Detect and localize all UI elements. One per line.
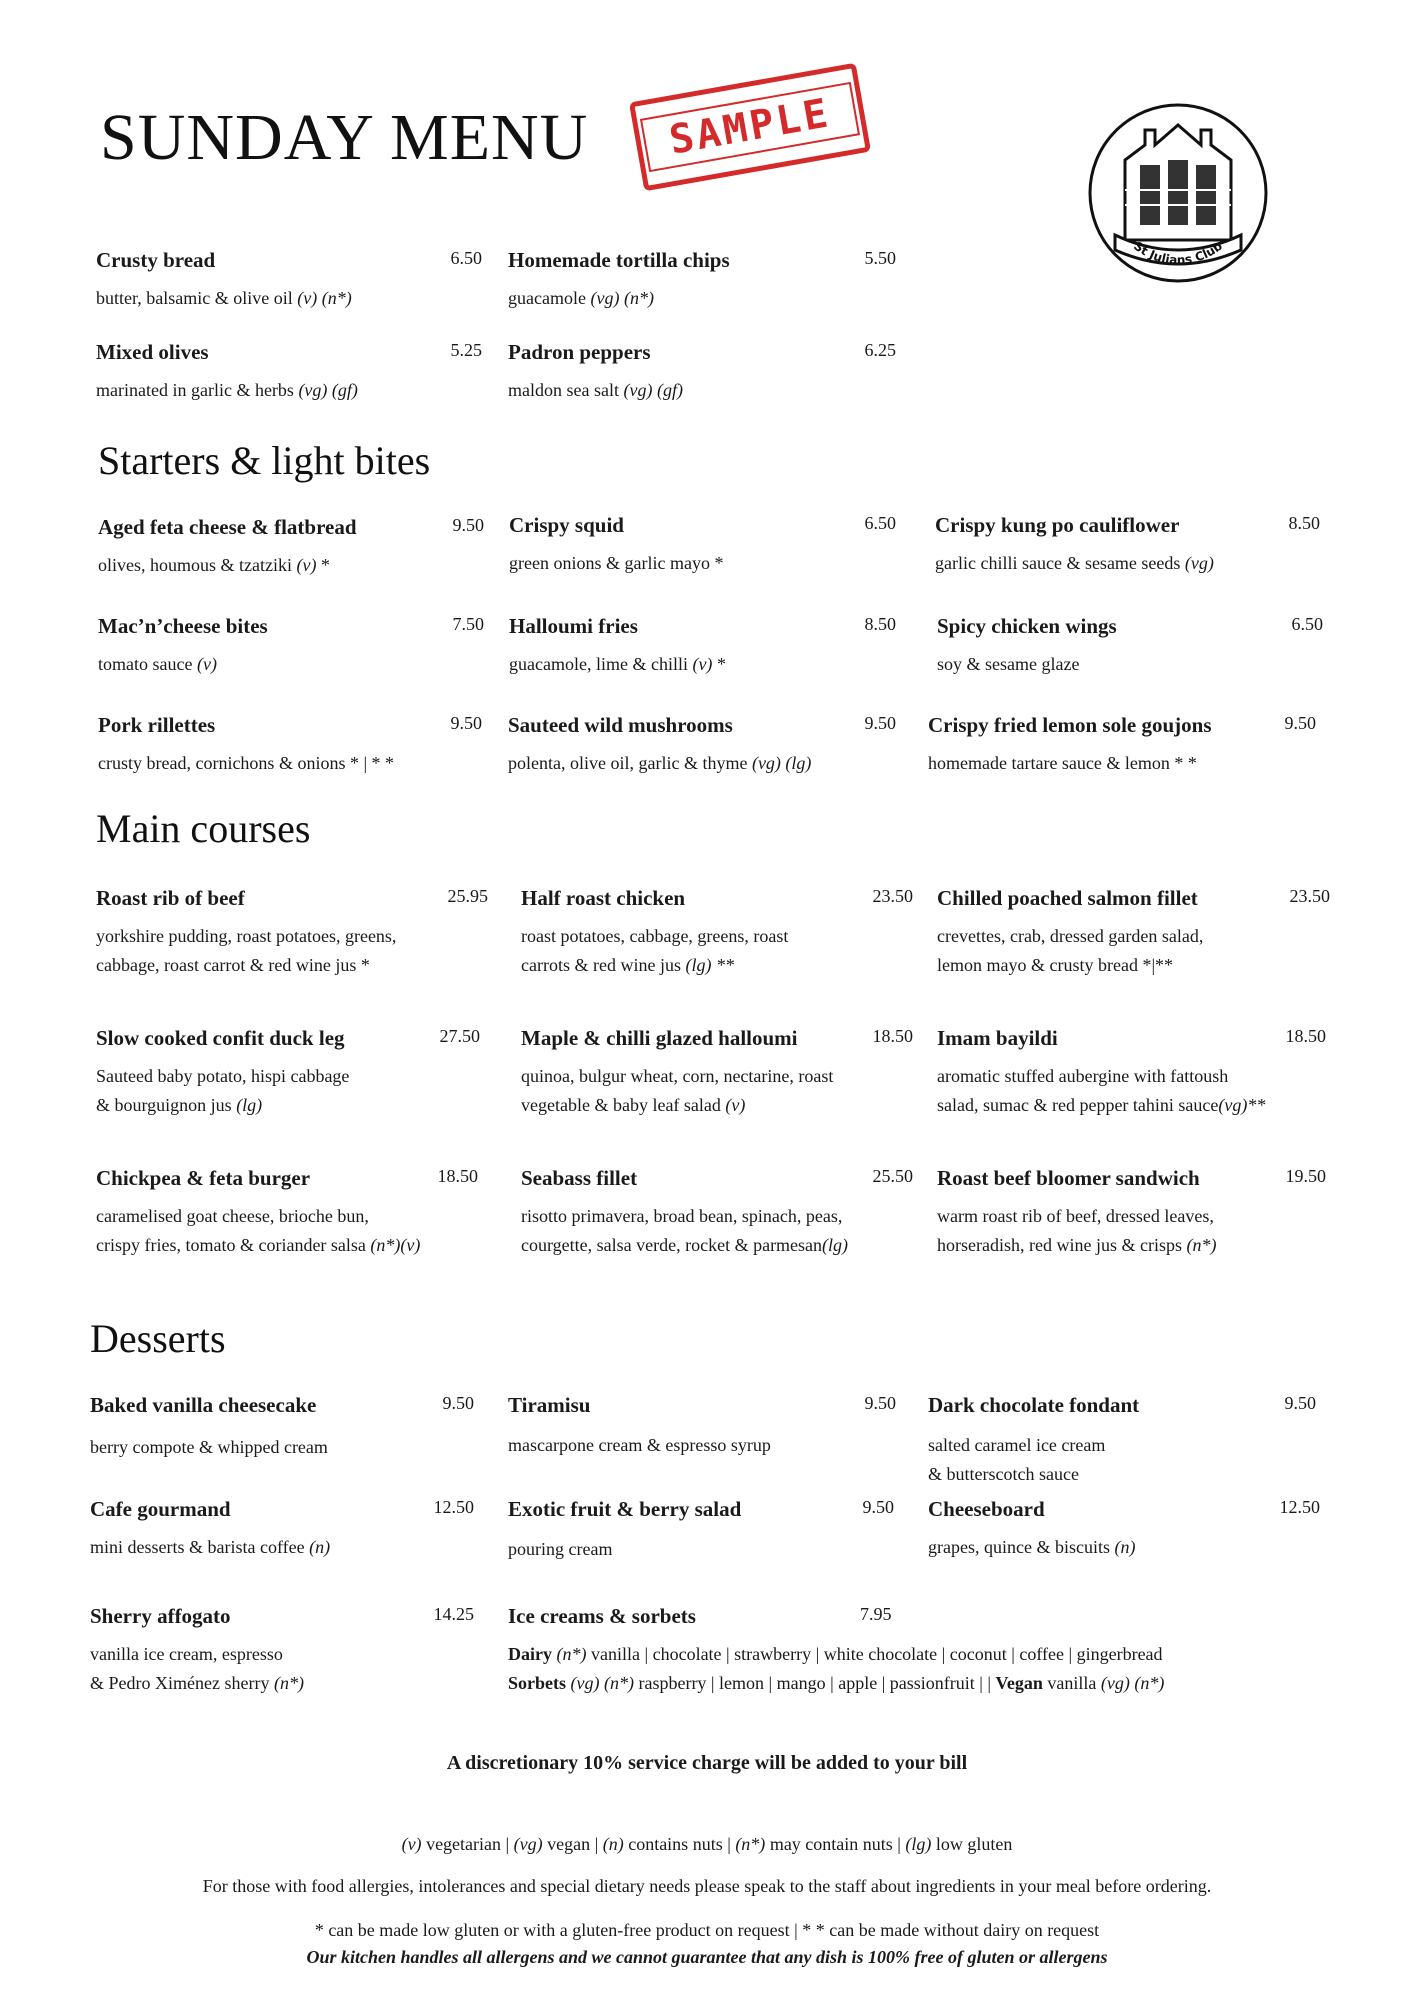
item-description: crevettes, crab, dressed garden salad, lemon mayo & crusty bread *|** <box>937 926 1204 975</box>
item-description: garlic chilli sauce & sesame seeds (vg) <box>935 553 1214 573</box>
item-description: caramelised goat cheese, brioche bun, crispy fries, tomato & coriander salsa (n*)(v) <box>96 1206 421 1255</box>
item-name: Baked vanilla cheesecake <box>90 1393 317 1417</box>
item-description: berry compote & whipped cream <box>90 1437 328 1457</box>
item-price: 23.50 <box>1289 886 1330 906</box>
service-charge-note: A discretionary 10% service charge will be added to your bill <box>446 1752 968 1774</box>
item-description: salted caramel ice cream & butterscotch sauce <box>928 1435 1106 1484</box>
item-name: Padron peppers <box>508 340 651 364</box>
item-name: Mac’n’cheese bites <box>98 614 268 638</box>
item-description: quinoa, bulgur wheat, corn, nectarine, roast vegetable & baby leaf salad (v) <box>521 1066 834 1115</box>
item-description: pouring cream <box>508 1539 613 1559</box>
item-name: Crispy kung po cauliflower <box>935 513 1180 537</box>
item-name: Homemade tortilla chips <box>508 248 730 272</box>
item-price: 6.50 <box>1291 614 1323 634</box>
item-name: Cheeseboard <box>928 1497 1045 1521</box>
item-price: 25.50 <box>872 1166 913 1186</box>
item-price: 8.50 <box>1288 513 1320 533</box>
menu-title: SUNDAY MENU <box>100 101 589 174</box>
item-description: warm roast rib of beef, dressed leaves, horseradish, red wine jus & crisps (n*) <box>937 1206 1217 1255</box>
item-price: 18.50 <box>437 1166 478 1186</box>
item-price: 23.50 <box>872 886 913 906</box>
item-price: 12.50 <box>1279 1497 1320 1517</box>
item-price: 14.25 <box>433 1604 474 1624</box>
item-description: butter, balsamic & olive oil (v) (n*) <box>96 288 352 308</box>
item-price: 19.50 <box>1285 1166 1326 1186</box>
item-name: Maple & chilli glazed halloumi <box>521 1026 798 1050</box>
dietary-key: (v) vegetarian | (vg) vegan | (n) contains nuts | (n*) may contain nuts | (lg) low gluten <box>401 1834 1013 1854</box>
section-title-starters: Starters & light bites <box>98 438 431 483</box>
section-title-mains: Main courses <box>96 806 311 851</box>
item-price: 9.50 <box>864 713 896 733</box>
item-price: 5.25 <box>450 340 482 360</box>
item-price: 12.50 <box>433 1497 474 1517</box>
item-name: Crispy squid <box>509 513 624 537</box>
item-name: Dark chocolate fondant <box>928 1393 1140 1417</box>
item-price: 5.50 <box>864 248 896 268</box>
item-name: Tiramisu <box>508 1393 591 1417</box>
item-name: Seabass fillet <box>521 1166 638 1190</box>
item-price: 9.50 <box>1284 713 1316 733</box>
item-name: Sauteed wild mushrooms <box>508 713 733 737</box>
item-price: 9.50 <box>452 515 484 535</box>
item-price: 6.25 <box>864 340 896 360</box>
item-name: Ice creams & sorbets <box>508 1604 696 1628</box>
item-description: mini desserts & barista coffee (n) <box>90 1537 331 1557</box>
item-name: Half roast chicken <box>521 886 686 910</box>
sample-stamp-text: SAMPLE <box>640 82 861 172</box>
item-name: Mixed olives <box>96 340 209 364</box>
item-name: Slow cooked confit duck leg <box>96 1026 345 1050</box>
item-description: risotto primavera, broad bean, spinach, peas, courgette, salsa verde, rocket & parmesan(lg) <box>521 1206 849 1255</box>
item-price: 27.50 <box>439 1026 480 1046</box>
item-price: 9.50 <box>450 713 482 733</box>
allergen-disclaimer: Our kitchen handles all allergens and we cannot guarantee that any dish is 100% free of gluten or allergens <box>306 1947 1108 1967</box>
item-price: 9.50 <box>862 1497 894 1517</box>
item-price: 7.50 <box>452 614 484 634</box>
item-name: Crusty bread <box>96 248 216 272</box>
item-name: Sherry affogato <box>90 1604 231 1628</box>
section-title-desserts: Desserts <box>90 1316 226 1361</box>
item-description: mascarpone cream & espresso syrup <box>508 1435 771 1455</box>
item-description: vanilla ice cream, espresso & Pedro Ximénez sherry (n*) <box>90 1644 304 1693</box>
item-name: Exotic fruit & berry salad <box>508 1497 742 1521</box>
item-name: Cafe gourmand <box>90 1497 231 1521</box>
item-description: green onions & garlic mayo * <box>509 553 724 573</box>
item-description: yorkshire pudding, roast potatoes, greens, cabbage, roast carrot & red wine jus * <box>96 926 397 975</box>
allergy-note: For those with food allergies, intolerances and special dietary needs please speak to the staff about ingredients in your meal before ordering. <box>202 1876 1212 1896</box>
item-name: Roast rib of beef <box>96 886 245 910</box>
item-price: 9.50 <box>442 1393 474 1413</box>
item-name: Crispy fried lemon sole goujons <box>928 713 1212 737</box>
item-description: maldon sea salt (vg) (gf) <box>508 380 683 400</box>
item-description: Sauteed baby potato, hispi cabbage & bourguignon jus (lg) <box>96 1066 350 1115</box>
item-name: Halloumi fries <box>509 614 638 638</box>
item-price: 6.50 <box>450 248 482 268</box>
item-price: 25.95 <box>447 886 488 906</box>
item-description: aromatic stuffed aubergine with fattoush salad, sumac & red pepper tahini sauce(vg)** <box>937 1066 1266 1115</box>
item-description: soy & sesame glaze <box>937 654 1080 674</box>
dietary-options-note: * can be made low gluten or with a gluten-free product on request | * * can be made without dairy on request <box>314 1920 1100 1940</box>
item-description: tomato sauce (v) <box>98 654 217 674</box>
item-description: homemade tartare sauce & lemon * * <box>928 753 1197 773</box>
item-name: Spicy chicken wings <box>937 614 1117 638</box>
item-description: guacamole (vg) (n*) <box>508 288 654 308</box>
ice-cream-flavours: Dairy (n*) vanilla | chocolate | strawberry | white chocolate | coconut | coffee | gingerbread Sorbets (vg) (n*) raspberry | lemon | mango | apple | passionfruit | | Vegan vanilla (vg) (n*) <box>508 1644 1165 1693</box>
sample-stamp <box>629 63 871 192</box>
item-price: 18.50 <box>872 1026 913 1046</box>
item-price: 9.50 <box>1284 1393 1316 1413</box>
item-description: guacamole, lime & chilli (v) * <box>509 654 726 674</box>
item-description: polenta, olive oil, garlic & thyme (vg) (lg) <box>508 753 812 773</box>
item-description: grapes, quince & biscuits (n) <box>928 1537 1136 1557</box>
item-description: crusty bread, cornichons & onions * | * * <box>98 753 395 773</box>
item-name: Chilled poached salmon fillet <box>937 886 1198 910</box>
svg-text:St Julians Club: St Julians Club <box>1131 238 1225 268</box>
item-price: 6.50 <box>864 513 896 533</box>
item-price: 8.50 <box>864 614 896 634</box>
item-name: Imam bayildi <box>937 1026 1058 1050</box>
item-price: 18.50 <box>1285 1026 1326 1046</box>
item-price: 9.50 <box>864 1393 896 1413</box>
item-name: Chickpea & feta burger <box>96 1166 311 1190</box>
item-description: roast potatoes, cabbage, greens, roast carrots & red wine jus (lg) ** <box>521 926 789 975</box>
item-name: Roast beef bloomer sandwich <box>937 1166 1200 1190</box>
item-name: Pork rillettes <box>98 713 216 737</box>
item-description: olives, houmous & tzatziki (v) * <box>98 555 330 575</box>
st-julians-club-logo <box>1085 100 1271 286</box>
item-price: 7.95 <box>860 1604 892 1624</box>
item-description: marinated in garlic & herbs (vg) (gf) <box>96 380 358 400</box>
item-name: Aged feta cheese & flatbread <box>98 515 357 539</box>
